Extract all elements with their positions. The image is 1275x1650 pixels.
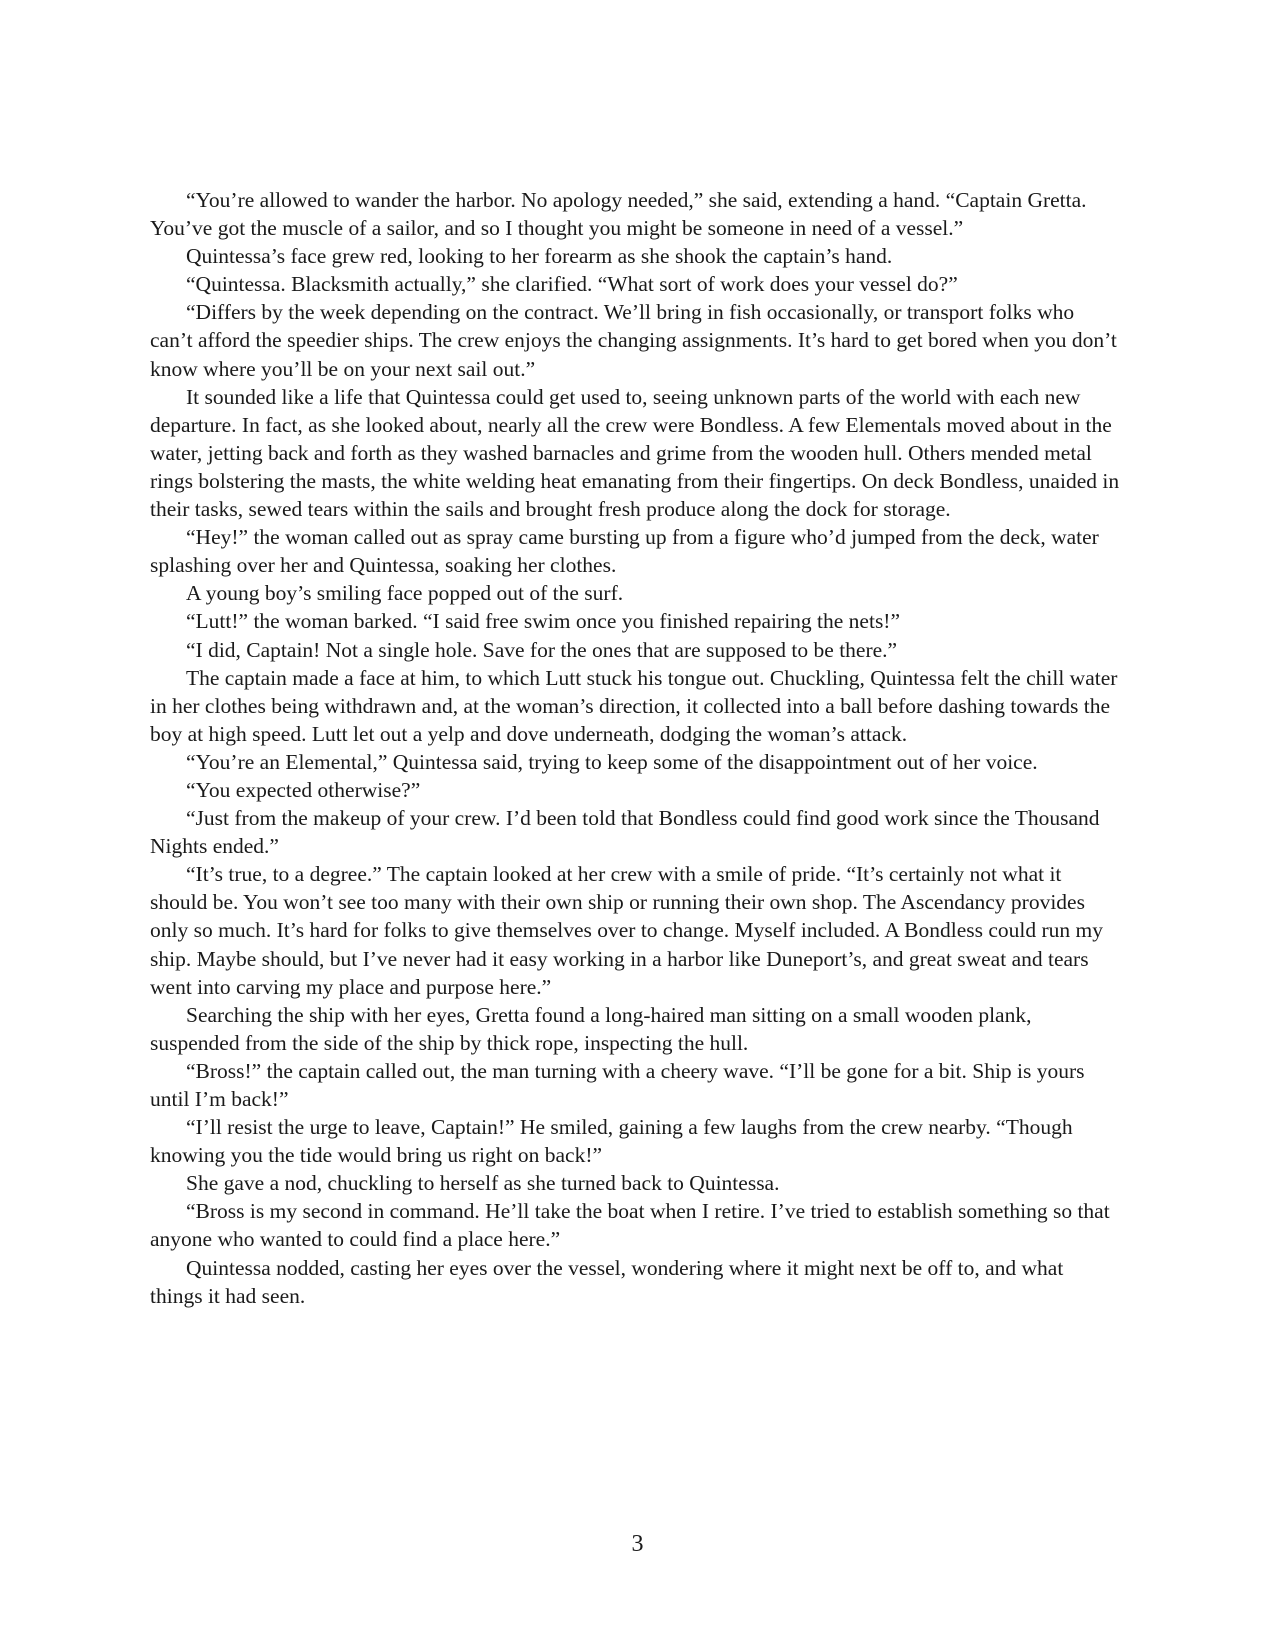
paragraph: “It’s true, to a degree.” The captain looked at her crew with a smile of pride. “It’s certainly not what it should be. You won’t see too many with their own ship or running their own shop. The Ascendancy provides only so much. It’s hard for folks to give themselves over to change. Myself included. A Bondless could run my ship. Maybe should, but I’ve never had it easy working in a harbor like Duneport’s, and great sweat and tears went into carving my place and purpose here.” [150,862,1104,999]
paragraph: It sounded like a life that Quintessa could get used to, seeing unknown parts of the world with each new departure. In fact, as she looked about, nearly all the crew were Bondless. A few Elementals moved about in the water, jetting back and forth as they washed barnacles and grime from the wooden hull. Others mended metal rings bolstering the masts, the white welding heat emanating from their fingertips. On deck Bondless, unaided in their tasks, sewed tears within the sails and brought fresh produce along the dock for storage. [150,384,1120,522]
paragraph: A young boy’s smiling face popped out of the surf. [186,581,624,606]
paragraph: Searching the ship with her eyes, Gretta found a long-haired man sitting on a small wooden plank, suspended from the side of the ship by thick rope, inspecting the hull. [150,1002,1032,1055]
paragraph: Quintessa nodded, casting her eyes over the vessel, wondering where it might next be off to, and what things it had seen. [150,1255,1064,1308]
paragraph: “Hey!” the woman called out as spray came bursting up from a figure who’d jumped from the deck, water splashing over her and Quintessa, soaking her clothes. [150,525,1099,578]
paragraph: “I’ll resist the urge to leave, Captain!” He smiled, gaining a few laughs from the crew nearby. “Though knowing you the tide would bring us right on back!” [150,1115,1073,1168]
paragraph: The captain made a face at him, to which Lutt stuck his tongue out. Chuckling, Quintessa felt the chill water in her clothes being withdrawn and, at the woman’s direction, it collected into a ball before dashing towards the boy at high speed. Lutt let out a yelp and dove underneath, dodging the woman’s attack. [150,665,1118,746]
paragraph: “Lutt!” the woman barked. “I said free swim once you finished repairing the nets!” [186,609,901,634]
paragraph: “You’re an Elemental,” Quintessa said, trying to keep some of the disappointment out of her voice. [186,749,1038,774]
page-number: 3 [631,1531,644,1557]
paragraph: She gave a nod, chuckling to herself as she turned back to Quintessa. [186,1171,780,1196]
paragraph: “You expected otherwise?” [186,777,421,802]
paragraph: “Differs by the week depending on the contract. We’ll bring in fish occasionally, or transport folks who can’t afford the speedier ships. The crew enjoys the changing assignments. It’s hard to get bored when you don’t know where you’ll be on your next sail out.” [150,300,1117,381]
paragraph: “I did, Captain! Not a single hole. Save for the ones that are supposed to be there.” [186,637,898,662]
paragraph: “Bross is my second in command. He’ll take the boat when I retire. I’ve tried to establish something so that anyone who wanted to could find a place here.” [150,1199,1110,1252]
paragraph: “You’re allowed to wander the harbor. No apology needed,” she said, extending a hand. “Captain Gretta. You’ve got the muscle of a sailor, and so I thought you might be someone in need of a vessel.” [150,188,1087,241]
paragraph: Quintessa’s face grew red, looking to her forearm as she shook the captain’s hand. [186,244,893,269]
paragraph: “Quintessa. Blacksmith actually,” she clarified. “What sort of work does your vessel do?” [186,272,958,297]
paragraph: “Bross!” the captain called out, the man turning with a cheery wave. “I’ll be gone for a bit. Ship is yours until I’m back!” [150,1058,1085,1111]
paragraph: “Just from the makeup of your crew. I’d been told that Bondless could find good work since the Thousand Nights ended.” [150,806,1100,859]
page-body [150,186,1120,1310]
